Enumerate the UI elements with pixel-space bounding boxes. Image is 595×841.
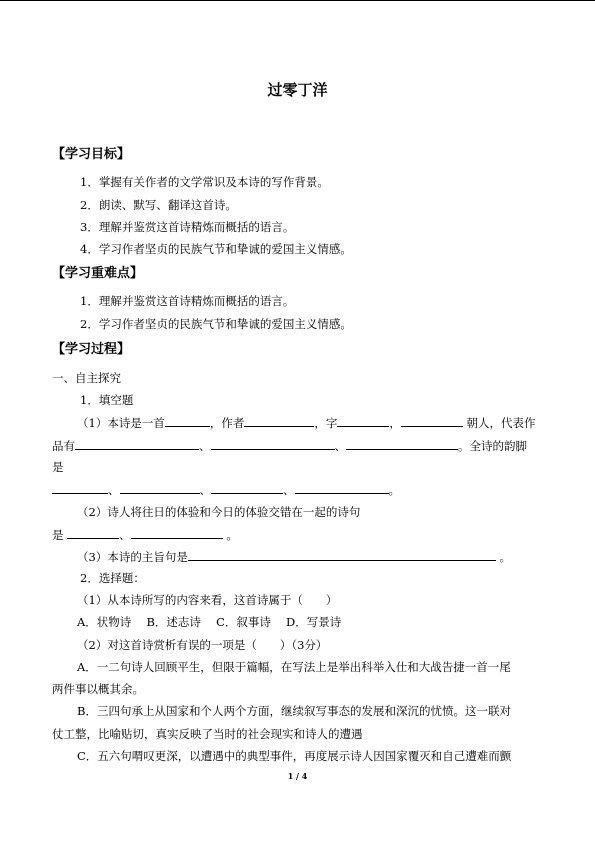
fill-question-1: （1）本诗是一首 ，作者 ，字 ， 朝人，代表作 bbox=[77, 416, 536, 430]
choice-question-1: （1）从本诗所写的内容来看，这首诗属于（ ） bbox=[77, 593, 338, 607]
fill-question-1-cont: 品有 、 、 。全诗的韵脚 bbox=[52, 439, 527, 453]
answer-blank[interactable] bbox=[75, 437, 199, 450]
key-points-heading: 【学习重难点】 bbox=[52, 266, 144, 281]
answer-blank[interactable] bbox=[188, 548, 496, 561]
key-point-item: 1．理解并鉴赏这首诗精炼而概括的语言。 bbox=[80, 294, 295, 308]
goal-item: 4．学习作者坚贞的民族气节和挚诚的爱国主义情感。 bbox=[80, 242, 352, 256]
choice-option-a: A．一二句诗人回顾平生，但限于篇幅，在写法上是举出科举入仕和大战告捷一首一尾 bbox=[77, 660, 511, 674]
answer-blank[interactable] bbox=[401, 414, 463, 427]
page-title: 过零丁洋 bbox=[267, 81, 328, 99]
answer-blank[interactable] bbox=[52, 481, 108, 494]
choice-option-a-cont: 两件事以概其余。 bbox=[52, 682, 144, 696]
choice-option-c: C．五六句喟叹更深，以遭遇中的典型事件，再度展示诗人因国家覆灭和自己遭难而颤 bbox=[77, 749, 512, 763]
answer-blank[interactable] bbox=[346, 437, 458, 450]
fill-question-3: （3）本诗的主旨句是 。 bbox=[77, 550, 511, 564]
fill-question-1-rhymes: 、 、 、 。 bbox=[52, 481, 400, 498]
answer-blank[interactable] bbox=[120, 481, 200, 494]
answer-blank[interactable] bbox=[67, 526, 119, 539]
top-rule bbox=[0, 0, 595, 1]
choice-options: A．状物诗 B．述志诗 C．叙事诗 D．写景诗 bbox=[77, 615, 342, 629]
page-number: 1 / 4 bbox=[287, 771, 308, 781]
answer-blank[interactable] bbox=[244, 414, 314, 427]
goal-item: 2．朗读、默写、翻译这首诗。 bbox=[80, 198, 237, 212]
answer-blank[interactable] bbox=[131, 526, 223, 539]
goal-item: 1．掌握有关作者的文学常识及本诗的写作背景。 bbox=[80, 175, 329, 189]
goal-item: 3．理解并鉴赏这首诗精炼而概括的语言。 bbox=[80, 220, 295, 234]
fill-question-2: （2）诗人将往日的体验和今日的体验交错在一起的诗句 bbox=[77, 505, 361, 519]
question-title: 2．选择题： bbox=[80, 571, 145, 585]
answer-blank[interactable] bbox=[165, 414, 210, 427]
choice-question-2: （2）对这首诗赏析有误的一项是（ ）（3分） bbox=[77, 638, 328, 652]
goals-heading: 【学习目标】 bbox=[52, 147, 131, 162]
part-title: 一、自主探究 bbox=[52, 371, 121, 385]
fill-question-2-cont: 是 、 。 bbox=[52, 528, 238, 542]
fill-question-1-cont: 是 bbox=[52, 460, 64, 474]
key-point-item: 2．学习作者坚贞的民族气节和挚诚的爱国主义情感。 bbox=[80, 317, 352, 331]
answer-blank[interactable] bbox=[211, 437, 335, 450]
answer-blank[interactable] bbox=[295, 481, 389, 494]
process-heading: 【学习过程】 bbox=[52, 342, 131, 357]
answer-blank[interactable] bbox=[211, 481, 283, 494]
choice-option-b-cont: 仗工整，比喻贴切，真实反映了当时的社会现实和诗人的遭遇 bbox=[52, 727, 363, 741]
answer-blank[interactable] bbox=[337, 414, 389, 427]
question-title: 1．填空题 bbox=[80, 393, 134, 407]
choice-option-b: B．三四句承上从国家和个人两个方面，继续叙写事态的发展和深沉的忧愤。这一联对 bbox=[77, 704, 511, 718]
